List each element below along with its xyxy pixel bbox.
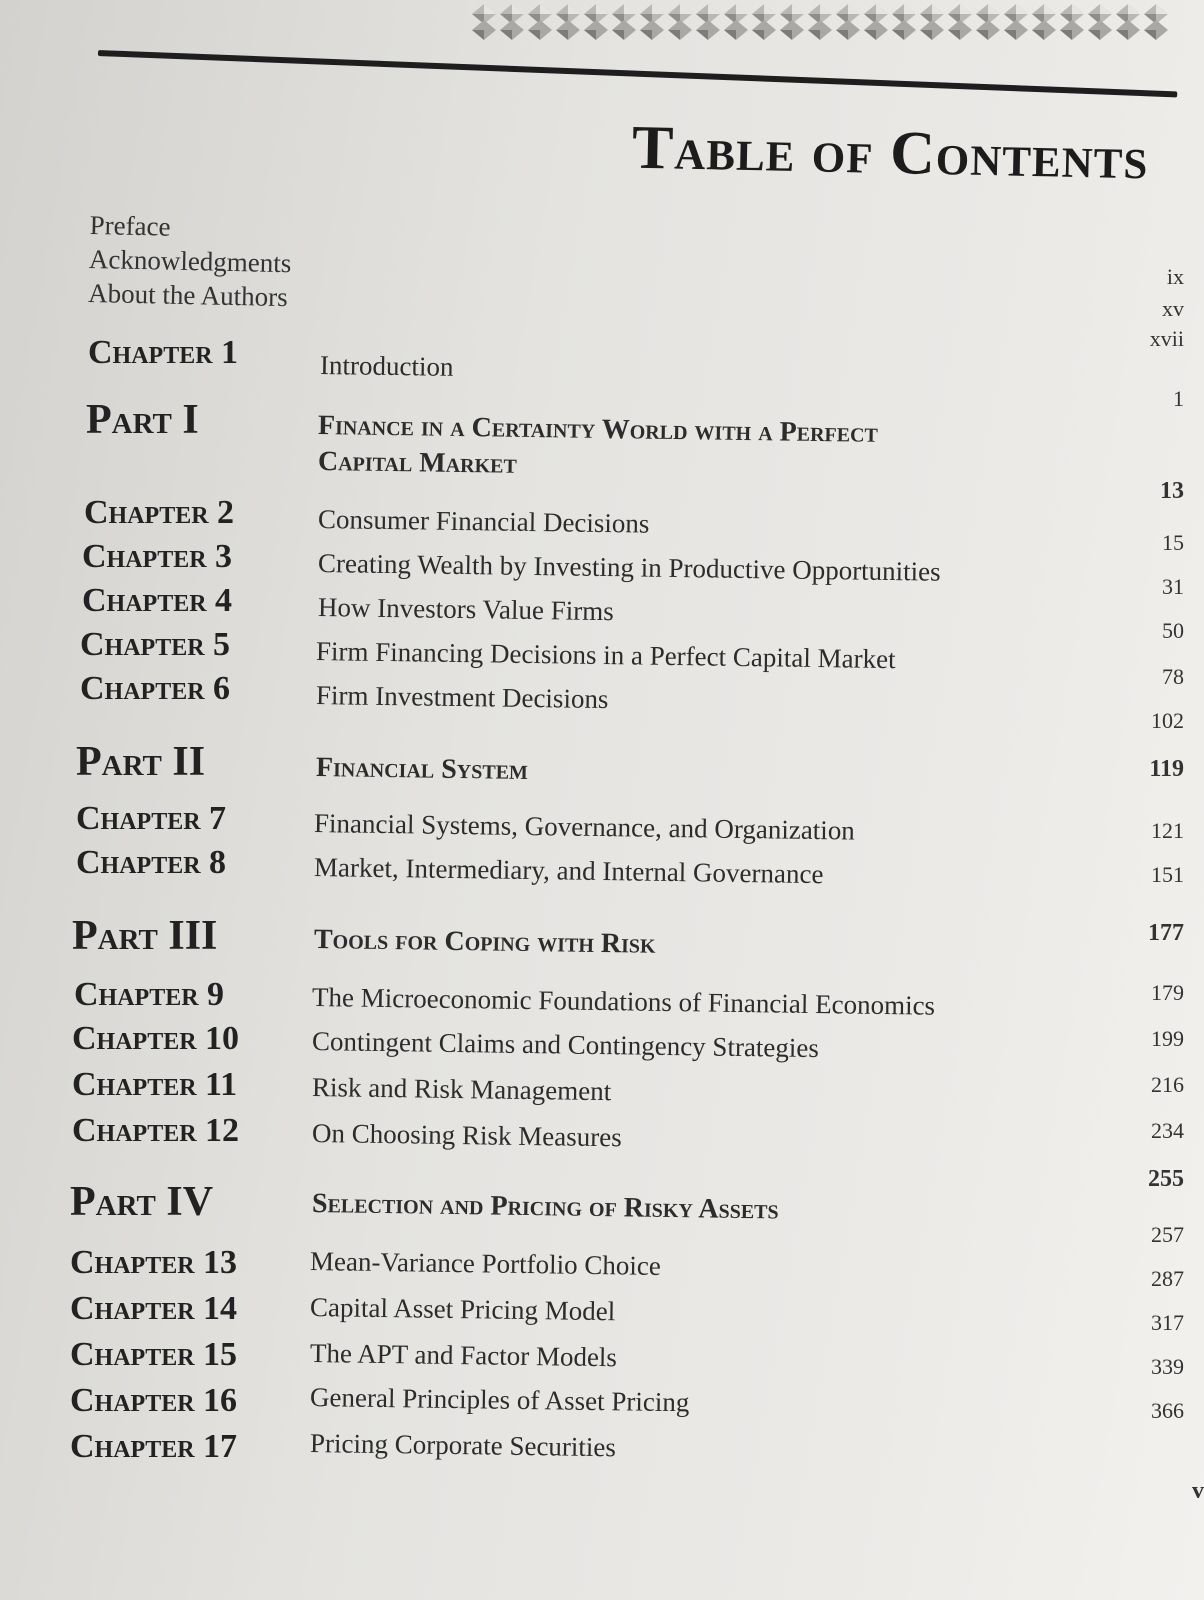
part-title: Selection and Pricing of Risky Assets <box>311 1188 779 1226</box>
part-title: Tools for Coping with Risk <box>313 924 656 960</box>
chapter-title: Pricing Corporate Securities <box>309 1428 617 1463</box>
page-number: 78 <box>1162 664 1184 689</box>
page-number: 50 <box>1162 618 1184 643</box>
chapter-label: Chapter 9 <box>74 976 225 1013</box>
part-title: Financial System <box>315 752 529 786</box>
chapter-title: Contingent Claims and Contingency Strategies <box>311 1026 820 1064</box>
page-number: 234 <box>1151 1118 1184 1143</box>
page-number: 31 <box>1162 574 1184 599</box>
chapter-label: Chapter 16 <box>70 1382 238 1419</box>
page-number: 199 <box>1151 1026 1184 1051</box>
toc-row-chapter-11[interactable] <box>0 1066 1204 1112</box>
chapter-title: Consumer Financial Decisions <box>317 504 650 539</box>
front-matter-preface: Preface <box>89 209 171 242</box>
chapter-title: Firm Financing Decisions in a Perfect Capital Market <box>315 636 896 675</box>
page-number: 179 <box>1151 980 1184 1005</box>
front-matter-about-authors: About the Authors <box>87 277 288 313</box>
chapter-label: Chapter 2 <box>84 494 235 531</box>
page-number: 366 <box>1151 1398 1184 1423</box>
chapter-label: Chapter 15 <box>70 1336 238 1373</box>
page-number: 287 <box>1151 1266 1184 1291</box>
toc-row-chapter-10[interactable] <box>0 1020 1204 1066</box>
page-number: 257 <box>1151 1222 1184 1247</box>
chapter-label: Chapter 6 <box>80 670 231 707</box>
front-matter-page: ix <box>1166 264 1184 289</box>
part-label: Part III <box>72 913 218 959</box>
part-title-line-2: Capital Market <box>317 446 518 480</box>
toc-row-chapter-15[interactable] <box>0 1310 1204 1382</box>
chapter-label: Chapter 4 <box>82 582 233 619</box>
chapter-title: Capital Asset Pricing Model <box>309 1292 616 1327</box>
page-number: 216 <box>1151 1072 1184 1097</box>
front-matter-page: xvii <box>1149 326 1184 351</box>
page-number: 255 <box>1148 1166 1184 1192</box>
page-title: Table of Contents <box>630 113 1149 193</box>
toc-row-part-4[interactable] <box>0 1166 1204 1226</box>
part-title: Finance in a Certainty World with a Perfect <box>317 410 879 449</box>
toc-row-chapter-7[interactable] <box>0 800 1204 846</box>
toc-row-chapter-2[interactable] <box>0 494 1204 555</box>
chapter-label: Chapter 13 <box>70 1244 238 1281</box>
chapter-label: Chapter 5 <box>80 626 231 663</box>
toc-row-chapter-14[interactable] <box>0 1266 1204 1336</box>
page-folio: v <box>1192 1478 1204 1504</box>
toc-row-chapter-8[interactable] <box>0 844 1204 890</box>
front-matter-acknowledgments: Acknowledgments <box>88 243 292 279</box>
page-number: 102 <box>1151 708 1184 733</box>
page-number: 15 <box>1162 530 1184 555</box>
chapter-title: On Choosing Risk Measures <box>311 1118 622 1153</box>
page-number: 13 <box>1160 478 1184 504</box>
front-matter-list <box>88 208 293 314</box>
chapter-label: Chapter 1 <box>88 334 239 371</box>
front-matter-page: xv <box>1162 296 1184 321</box>
part-label: Part II <box>76 739 206 785</box>
header-rule <box>98 50 1177 97</box>
page-number: 177 <box>1148 920 1184 946</box>
chapter-label: Chapter 12 <box>72 1112 240 1149</box>
chapter-title: Financial Systems, Governance, and Organization <box>313 808 856 846</box>
page-number: 317 <box>1151 1310 1184 1335</box>
decorative-diamond-border <box>470 0 1170 42</box>
chapter-label: Chapter 3 <box>82 538 233 575</box>
page-number: 119 <box>1149 756 1184 782</box>
page-number: 1 <box>1173 386 1184 411</box>
toc-row-part-3[interactable] <box>0 912 1204 958</box>
toc-row-chapter-9[interactable] <box>0 976 1204 1022</box>
toc-row-chapter-6[interactable] <box>0 670 1204 733</box>
chapter-label: Chapter 17 <box>70 1428 238 1465</box>
chapter-title: How Investors Value Firms <box>317 592 614 627</box>
chapter-title: General Principles of Asset Pricing <box>309 1382 690 1418</box>
toc-row-chapter-3[interactable] <box>0 538 1204 599</box>
chapter-label: Chapter 7 <box>76 800 227 837</box>
toc-row-chapter-1[interactable] <box>0 334 1204 411</box>
chapter-title: The APT and Factor Models <box>309 1338 618 1373</box>
chapter-label: Chapter 11 <box>72 1066 238 1103</box>
toc-row-part-2[interactable] <box>0 738 1204 784</box>
toc-row-chapter-4[interactable] <box>0 582 1204 643</box>
chapter-label: Chapter 14 <box>70 1290 238 1327</box>
part-label: Part IV <box>70 1179 214 1225</box>
part-label: Part I <box>86 397 199 443</box>
chapter-title: Introduction <box>319 350 454 382</box>
page-number: 339 <box>1151 1354 1184 1379</box>
toc-row-part-1[interactable] <box>0 396 1204 504</box>
chapter-label: Chapter 10 <box>72 1020 240 1057</box>
chapter-title: Creating Wealth by Investing in Productive Opportunities <box>317 548 941 587</box>
chapter-title: The Microeconomic Foundations of Financial Economics <box>311 982 936 1021</box>
chapter-title: Risk and Risk Management <box>311 1072 612 1107</box>
page-number: 121 <box>1151 818 1184 843</box>
chapter-label: Chapter 8 <box>76 844 227 881</box>
chapter-title: Firm Investment Decisions <box>315 680 609 715</box>
toc-row-chapter-13[interactable] <box>0 1222 1204 1290</box>
chapter-title: Mean-Variance Portfolio Choice <box>309 1246 662 1281</box>
page-number: 151 <box>1151 862 1184 887</box>
chapter-title: Market, Intermediary, and Internal Governance <box>313 852 824 890</box>
toc-row-chapter-12[interactable] <box>0 1112 1204 1158</box>
